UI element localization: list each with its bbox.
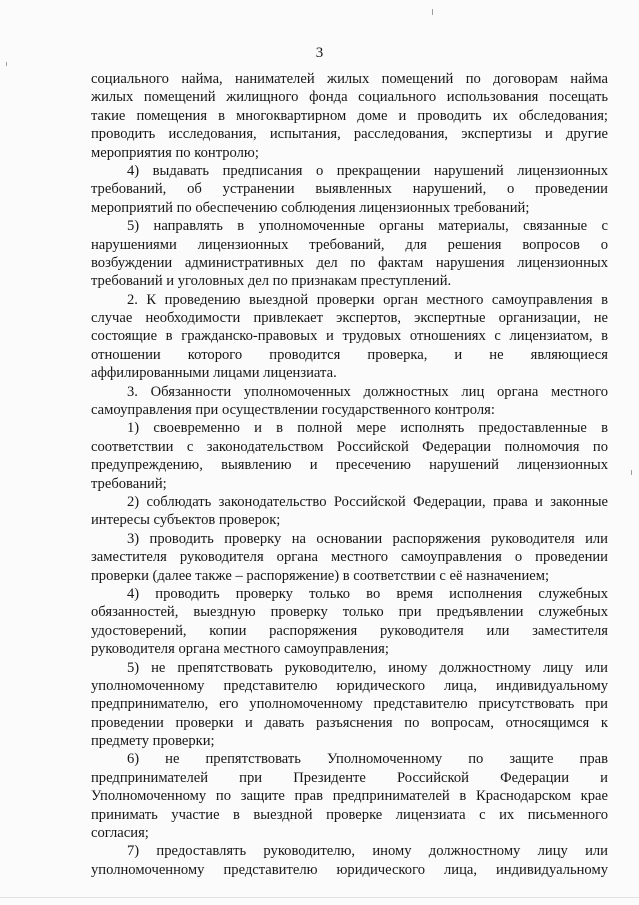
text-line: проводить исследования, испытания, расследования, экспертизы и другие (91, 126, 608, 143)
text-line: требований и уголовных дел по признакам преступлений. (91, 273, 452, 290)
text-line: требований, об устранении выявленных нарушений, о проведении (91, 181, 608, 198)
text-line: интересы субъектов проверок; (91, 512, 281, 529)
text-line: предпринимателей при Президенте Российской Федерации и (91, 769, 608, 786)
scan-bottom-edge (0, 897, 639, 898)
scan-speck-top-right (432, 9, 433, 15)
text-line: 3. Обязанности уполномоченных должностных лиц органа местного (127, 383, 608, 400)
text-line: 2. К проведению выездной проверки орган местного самоуправления в (127, 291, 608, 308)
text-line: 1) своевременно и в полной мере исполнять предоставленные в (127, 420, 608, 437)
text-line: мероприятия по контролю; (91, 144, 259, 161)
page-number: 3 (315, 45, 324, 61)
text-line: предпринимателю, его уполномоченному представителю присутствовать при (91, 696, 608, 713)
text-line: уполномоченному представителю юридического лица, индивидуальному (91, 677, 608, 694)
text-line: проведении проверки и давать разъяснения по вопросам, относящимся к (91, 714, 608, 731)
text-line: предмету проверки; (91, 733, 215, 750)
text-line: отношении которого проводится проверка, и не являющиеся (91, 346, 608, 363)
text-line: 3) проводить проверку на основании распоряжения руководителя или (127, 530, 608, 547)
text-line: проверки (далее также – распоряжение) в соответствии с её назначением; (91, 567, 550, 584)
text-line: заместителя руководителя органа местного самоуправления о проведении (91, 549, 608, 566)
text-line: уполномоченному представителю юридического лица, индивидуальному (91, 861, 608, 878)
text-line: жилых помещений жилищного фонда социального использования посещать (91, 89, 608, 106)
text-line: Уполномоченному по защите прав предпринимателей в Краснодарском крае (91, 788, 608, 805)
text-line: мероприятий по обеспечению соблюдения лицензионных требований; (91, 199, 530, 216)
text-line: случае необходимости привлекает экспертов, экспертные организации, не (91, 310, 608, 327)
scan-speck-left-margin (6, 62, 7, 66)
text-line: социального найма, нанимателей жилых помещений по договорам найма (91, 71, 608, 87)
body-text (91, 70, 608, 879)
text-line: согласия; (91, 825, 149, 842)
text-line: 4) выдавать предписания о прекращении нарушений лицензионных (127, 162, 608, 179)
text-line: обязанностей, выездную проверку только при предъявлении служебных (91, 604, 608, 621)
text-line: самоуправления при осуществлении государственного контроля: (91, 402, 495, 419)
text-line: такие помещения в многоквартирном доме и проводить их обследования; (91, 107, 608, 124)
text-line: возбуждении административных дел по фактам нарушения лицензионных (91, 254, 608, 271)
text-line: принимать участие в выездной проверке лицензиата с их письменного (91, 806, 608, 823)
text-line: аффилированными лицами лицензиата. (91, 365, 337, 382)
text-line: 5) направлять в уполномоченные органы материалы, связанные с (127, 218, 608, 235)
text-line: 6) не препятствовать Уполномоченному по защите прав (127, 751, 608, 768)
text-line: 7) предоставлять руководителю, иному должностному лицу или (127, 843, 608, 860)
text-line: соответствии с законодательством Российской Федерации полномочия по (91, 438, 608, 455)
text-line: руководителя органа местного самоуправления; (91, 641, 389, 658)
text-line: удостоверений, копии распоряжения руководителя или заместителя (91, 622, 608, 639)
text-line: состоящие в гражданско-правовых и трудовых отношениях с лицензиатом, в (91, 328, 608, 345)
text-line: нарушениями лицензионных требований, для решения вопросов о (91, 236, 608, 253)
scan-speck-right-margin (631, 470, 632, 475)
text-line: 4) проводить проверку только во время исполнения служебных (127, 585, 608, 602)
text-line: 5) не препятствовать руководителю, иному должностному лицу или (127, 659, 608, 676)
text-line: требований; (91, 475, 167, 492)
text-line: 2) соблюдать законодательство Российской Федерации, права и законные (127, 493, 608, 510)
text-line: предупреждению, выявлению и пресечению нарушений лицензионных (91, 457, 608, 474)
